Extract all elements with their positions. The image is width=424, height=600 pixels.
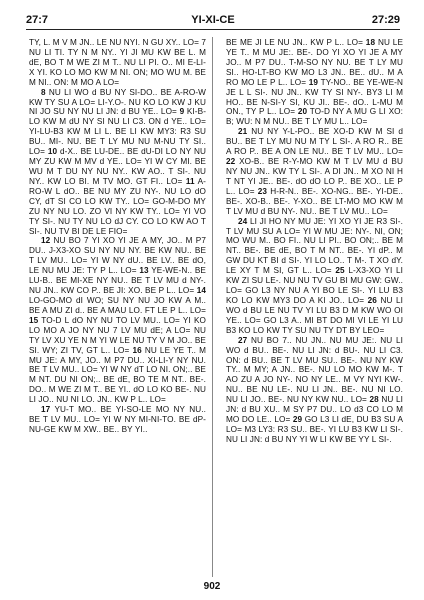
verse-number: 17: [41, 405, 51, 415]
verse-text: TY, L. M V M JN.. LE NU NYI. N GU XY.. LO= 7 NU LI TI. TY N M NY.. YI JI MU KW BE L. M dE, BO T M WE ZI M T.. NU LI PI. O.. MI E-LI-X YI. KO LO MO KW M NI. ON; MO WU M. BE M NI.. ON: M MO A LO=: [29, 38, 206, 87]
verse-text: BE ME JI LE NU JN.. KW P L.. LO=: [226, 38, 363, 47]
header-reference-start: 27:7: [26, 14, 49, 26]
verse-number: 13: [139, 266, 149, 276]
verse-number: 14: [196, 286, 206, 296]
verse-number: 9: [179, 107, 185, 117]
verse-text: TY-NO.. BE YE-WE-N JE L L SI-. NU JN.. KW TY SI NY-. BY3 LI M HO.. BE N-SI-Y SI, KU JI.. BE-. dO.. L-MU M ON., TY P L.. LO=: [226, 77, 403, 117]
verse-text: TO-D NY A MU G LI XO: B; WU: N M NU.. BE T LY MU L.. LO=: [226, 107, 403, 127]
verse-number: 21: [238, 127, 248, 137]
verse-number: 11: [185, 176, 195, 186]
verse-text: NU LI JN: d BU XU.. M SY P7 DU.. LO d3 CO LO M MO DO LE.. LO=: [226, 395, 403, 425]
verse-text: NU BO 7.. NU JN.. NU MU JE:. NU LI WO d BU.. BE-. NU LI JN: d BU-. NU LI C3. ON: d BU.. BE T LV MU SU.. BE-. NU NY KW TY.. M MY; A JN.. BE-. NU LO MO KW M-. T AO ZU A JO NY-. NO NY LE.. M VY NYI KW-. NU.. BE NU LE-. NU LI JN.. BE-. NU NI LO. NU LI JO.. BE-. NU NY KW NU.. LO=: [226, 335, 403, 405]
verse-number: 18: [365, 38, 376, 47]
verse-number: 12: [41, 236, 51, 246]
verse-text: A-RO-W L dO.. BE NU MY ZU NY-. NU LO dO CY, dT SI CO LO KW TY.. LO= GO-M-DO MY ZU NY NU LO. ZO VI NY KW TY.. LO= YI VO TY SI-. NU TY NU LO dJ CY. CO LO KW AO T SI-. NU TV BI DE LE FIO=: [29, 176, 206, 236]
verse-text: YU-T MO.. BE YI-SO-LE MO NY NU.. BE T LV MU.. LO= YI W NY MI-NI-TO. BE dP-NU-GE KW M XW.. BE.. BY YI..: [29, 405, 206, 434]
verse-number: 25: [335, 266, 345, 276]
paragraph: [226, 217, 403, 336]
verse-text: TO-D L dO NY NU TO LV MU.. LO= YI KO LO MO A JO NY NU 7 LV MU dE; A LO= NU TY LV XU YE N M YI W LE NU TY V M JO.. BE SI. WY; ZI TV, GT L.. LO=: [29, 315, 206, 355]
paragraph: [226, 336, 403, 445]
verse-number: 16: [132, 345, 142, 355]
verse-text: H-R-N.. BE-. XO-NG.. BE-. YI-DE.. BE-. XO-B.. BE-. Y-XO.. BE LT-MO MO KW M T LV MU d BU NY-. NU.. BE T LV MU.. LO=: [226, 186, 403, 216]
verse-number: 26: [367, 295, 377, 305]
paragraph: [29, 88, 206, 237]
verse-text: NU BO 7 YI XO YI JE A MY, JO.. M P7 DU.. J-X3-XO SU NY NU NY. BE KW NU.. BE T LV MU.. LO= YI W NY dU.. BE LV.. BE dO, LE NU MU JE: TY P L.. LO=: [29, 236, 206, 276]
verse-text: NU LE YE T.. M MU JE: A MY, JO.. M P7 DU.. XI-LI-Y NY NU. BE T LV MU.. LO= YI W NY dT LO NI. ON;.. BE M NT. DU NI ON;.. BE dE, BO TE M NT.. BE-. DO.. M WE ZI M T.. BE YI.. dO LO KO BE-. NU LI JO.. NU NI LO. JN.. KW P L.. LO=: [29, 345, 206, 405]
paragraph: [29, 405, 206, 435]
verse-number: 24: [238, 216, 248, 226]
verse-text: YE-WE-N.. BE LU-B.. BE MI-XE NY NU.. BE T LV MU d NY-. NU JN.. KW CO P.. BE JI: XO. BE P L.. LO=: [29, 266, 206, 296]
verse-text: KI-B-LO KW M dU NY SI NU LI C3. ON d YE.. LO= YI-LU-B3 KW M LI L. BE LI KW MY3: R3 SU BU.. MI-. NU. BE T LY MU NU M-NU TY SI.. LO=: [29, 107, 206, 157]
verse-text: LO-GO-MO dI WO; SU NY NU JO KW A M.. BE A MU ZI d.. BE A MAU LO. FT LE P L.. LO=: [29, 295, 206, 315]
header-book-title: YI-XI-CE: [191, 14, 235, 26]
column-divider: [212, 37, 213, 577]
paragraph: [226, 127, 403, 216]
verse-text: XO-B.. BE R-Y-MO KW M T LV MU d BU NY NU JN.. KW TY L SI-. A DI JN.. M XO NI H T NT YI JE.. BE-. dO dO LO P.. BE XO.. LE P L.. LO=: [226, 157, 403, 196]
verse-text: LI JI HO NY MU JE: YI XO YI JE R3 SI-. T LV MU SU A LO= YI W MU JE: NY-. NI, ON; MO WU M.. BO FI.. NU LI PI.. BO ON;.. BE M NT.. BE-. BE dE, BO T M NT.. BE-. YI dP.. M GW DU KT BI d SI-. YI LO LO.. T M-. T XO dY. LE XY T M SI, GT L.. LO=: [226, 216, 403, 276]
paragraph: [29, 38, 206, 88]
verse-text: GO L3 LI dE, DU B3 SU A LO= M3 LY3: R3 SU.. BE-. YI LU B3 KW LI SI-. NU LI JN: d BU NY YI W LI KW BE YY L SI-.: [226, 415, 403, 444]
text-column-right: [226, 38, 403, 578]
verse-text: NU LI WO d BU LE NU TV YI LU B3 D M KW WO OI YE.. LO= GO L3 A.. MI BT DO MI VI LE YI LU B3 KO LO KW TY SU NU TY DT BY LEO=: [226, 295, 403, 335]
verse-number: 29: [292, 415, 303, 425]
verse-text: L-X3-XO YI LI KW ZI SU LE-. NU NU TV GU BI MU GW: GW.. LO= GO L3 NY NU A YI BO LE SI-. YI LU B3 KO LO KW MY3 DO A KI JO.. LO=: [226, 266, 403, 305]
paragraph: [29, 236, 206, 405]
verse-number: 15: [29, 315, 39, 325]
text-column-left: [29, 38, 206, 578]
verse-number: 22: [226, 157, 236, 167]
verse-text: d-X.. BE LU-DE.. BE dU-DI LO NY NU MY ZU KW M MV d YE.. LO= YI W CY MI. BE WU M T DU NY NU NY.. KW AO.. T SI-. NU NY.. KW LO BI. M TV MO. GT FI.. LO=: [29, 147, 206, 186]
verse-number: 19: [308, 77, 319, 87]
verse-text: NU LE YE T.. M MU JE:. BE-. DO YI XO YI JE A MY JO.. M P7 DU.. T-M-SO NY NU. BE T LY MU SI.. HO-LT-BO KW MO L3 JN.. BE.. dU.. M A RO MO LE P L.. LO=: [226, 38, 403, 87]
verse-number: 28: [369, 395, 379, 405]
verse-number: 27: [238, 335, 248, 345]
verse-number: 23: [257, 186, 268, 196]
page-header: [26, 5, 400, 29]
paragraph: [226, 38, 403, 127]
page-number: 902: [203, 581, 221, 592]
verse-number: 8: [41, 87, 46, 97]
header-rule: [26, 29, 400, 30]
header-reference-end: 27:29: [371, 14, 400, 26]
verse-number: 20: [297, 107, 308, 117]
verse-text: NU LI WO d BU NY SI-DO.. BE A-RO-W KW TY SU A LO= LI-Y.O-. NU KO LO KW J KU NI JO SU NY NU LI JN: d BU YE.. LO=: [29, 87, 206, 117]
verse-text: NU NY Y-L-PO.. BE XO-D KW M SI d BU.. BE T LY MU NU M TY L SI-. A RO R.. BE A RO P.. BE A ON LE NU.. BE T LV MU.. LO=: [226, 127, 403, 157]
verse-number: 10: [47, 147, 58, 157]
